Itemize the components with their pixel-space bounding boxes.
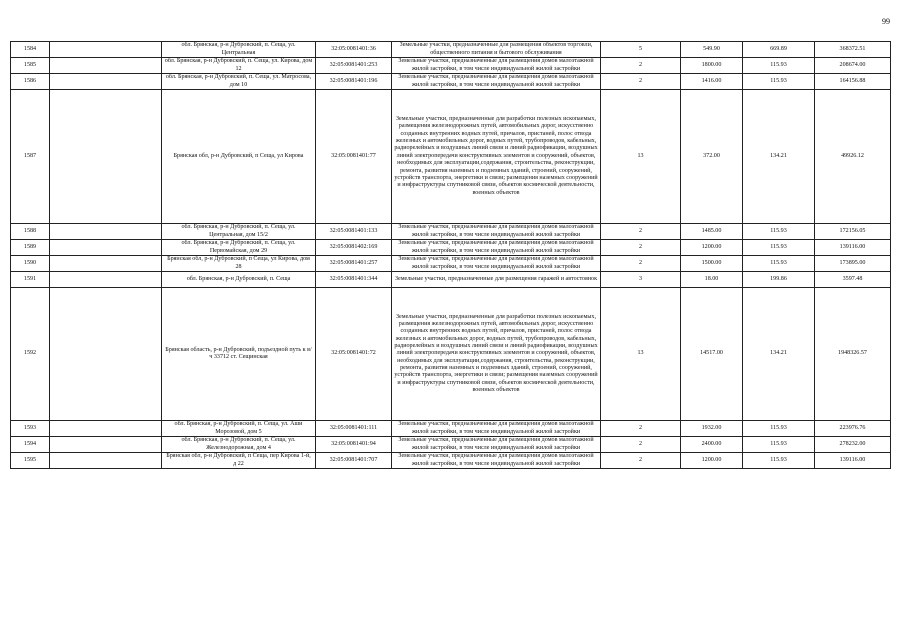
land-purpose-cell: Земельные участки, предназначенные для размещения домов малоэтажной жилой застройки, в том числе индивидуальной жилой застройки — [392, 437, 601, 453]
specific-value-cell: 134.21 — [743, 90, 815, 224]
purpose-code-cell: 13 — [601, 288, 681, 421]
area-cell: 1800.00 — [681, 58, 743, 74]
purpose-code-cell: 2 — [601, 421, 681, 437]
cadastral-value-cell: 3597.48 — [815, 272, 891, 288]
area-cell: 372.00 — [681, 90, 743, 224]
row-id: 1586 — [11, 74, 50, 90]
specific-value-cell: 669.89 — [743, 42, 815, 58]
land-purpose-cell: Земельные участки, предназначенные для размещения домов малоэтажной жилой застройки, в том числе индивидуальной жилой застройки — [392, 240, 601, 256]
row-id: 1593 — [11, 421, 50, 437]
table-row — [11, 42, 891, 58]
cadastral-value-cell: 173895.00 — [815, 256, 891, 272]
cadastral-value-cell: 278232.00 — [815, 437, 891, 453]
purpose-code-cell: 3 — [601, 272, 681, 288]
empty-cell — [50, 58, 162, 74]
table-row — [11, 240, 891, 256]
cadastral-number-cell: 32:05:0081401:707 — [316, 453, 392, 469]
specific-value-cell: 115.93 — [743, 58, 815, 74]
table-row — [11, 421, 891, 437]
land-purpose-cell: Земельные участки, предназначенные для размещения домов малоэтажной жилой застройки, в том числе индивидуальной жилой застройки — [392, 453, 601, 469]
cadastral-number-cell: 32:05:0081401:253 — [316, 58, 392, 74]
address-cell: обл. Брянская, р-н Дубровский, п. Сеща, ул. Центральная — [162, 42, 316, 58]
land-purpose-cell: Земельные участки, предназначенные для разработки полезных ископаемых, размещения железнодорожных путей, автомобильных дорог, искусственно созданных внутренних водных путей, причалов, пристаней, полос отвода железных и автомобильных дорог, водных путей, трубопроводов, кабельных, радиорелейных и воздушных линий связи и линий радиофикации, воздушных линий электропередачи конструктивных элементов и сооружений, объектов, необходимых для эксплуатации,содержания, строительства, реконструкции, ремонта, развития наземных и подземных зданий, строений, сооружений, устройств транспорта, энергетики и связи; размещения наземных сооружений и инфраструктуры спутниковой связи, объектов космической деятельности, военных объектов — [392, 288, 601, 421]
table-row — [11, 58, 891, 74]
cadastral-number-cell: 32:05:0081401:94 — [316, 437, 392, 453]
land-purpose-cell: Земельные участки, предназначенные для размещения домов малоэтажной жилой застройки, в том числе индивидуальной жилой застройки — [392, 74, 601, 90]
purpose-code-cell: 2 — [601, 74, 681, 90]
cadastral-value-cell: 172156.05 — [815, 224, 891, 240]
row-id: 1591 — [11, 272, 50, 288]
purpose-code-cell: 5 — [601, 42, 681, 58]
purpose-code-cell: 2 — [601, 453, 681, 469]
cadastral-number-cell: 32:05:0081401:257 — [316, 256, 392, 272]
address-cell: обл. Брянская, р-н Дубровский, п. Сеща, ул. Первомайская, дом 29 — [162, 240, 316, 256]
specific-value-cell: 115.93 — [743, 224, 815, 240]
land-purpose-cell: Земельные участки, предназначенные для размещения домов малоэтажной жилой застройки, в том числе индивидуальной жилой застройки — [392, 58, 601, 74]
cadastral-number-cell: 32:05:0081401:77 — [316, 90, 392, 224]
specific-value-cell: 115.93 — [743, 256, 815, 272]
row-id: 1594 — [11, 437, 50, 453]
empty-cell — [50, 42, 162, 58]
cadastral-number-cell: 32:05:0081401:111 — [316, 421, 392, 437]
area-cell: 1200.00 — [681, 240, 743, 256]
address-cell: обл. Брянская, р-н Дубровский, п. Сеща, ул. Аши Морозовой, дом 5 — [162, 421, 316, 437]
address-cell: Брянская обл, р-н Дубровский, п Сеща, ул Кирова — [162, 90, 316, 224]
row-id: 1590 — [11, 256, 50, 272]
purpose-code-cell: 2 — [601, 58, 681, 74]
cadastral-number-cell: 32:05:0081401:133 — [316, 224, 392, 240]
land-purpose-cell: Земельные участки, предназначенные для разработки полезных ископаемых, размещения железнодорожных путей, автомобильных дорог, искусственно созданных внутренних водных путей, причалов, пристаней, полос отвода железных и автомобильных дорог, водных путей, трубопроводов, кабельных, радиорелейных и воздушных линий связи и линий радиофикации, воздушных линий электропередачи конструктивных элементов и сооружений, объектов, необходимых для эксплуатации,содержания, строительства, реконструкции, ремонта, развития наземных и подземных зданий, строений, сооружений, устройств транспорта, энергетики и связи; размещения наземных сооружений и инфраструктуры спутниковой связи, объектов космической деятельности, военных объектов — [392, 90, 601, 224]
empty-cell — [50, 288, 162, 421]
area-cell: 1200.00 — [681, 453, 743, 469]
address-cell: обл. Брянская, р-н Дубровский, п. Сеща, ул. Железнодорожная, дом 4 — [162, 437, 316, 453]
empty-cell — [50, 421, 162, 437]
empty-cell — [50, 240, 162, 256]
area-cell: 1485.00 — [681, 224, 743, 240]
empty-cell — [50, 90, 162, 224]
specific-value-cell: 115.93 — [743, 453, 815, 469]
cadastral-value-cell: 49926.12 — [815, 90, 891, 224]
page-number: 99 — [882, 17, 890, 26]
area-cell: 14517.00 — [681, 288, 743, 421]
cadastral-value-cell: 139116.00 — [815, 453, 891, 469]
empty-cell — [50, 272, 162, 288]
purpose-code-cell: 13 — [601, 90, 681, 224]
table-row — [11, 453, 891, 469]
purpose-code-cell: 2 — [601, 256, 681, 272]
address-cell: Брянская обл, р-н Дубровский, п Сеща, пер Кирова 1-й, д 22 — [162, 453, 316, 469]
cadastral-number-cell: 32:05:0081401:36 — [316, 42, 392, 58]
specific-value-cell: 115.93 — [743, 437, 815, 453]
area-cell: 1500.00 — [681, 256, 743, 272]
land-purpose-cell: Земельные участки, предназначенные для размещения гаражей и автостоянок — [392, 272, 601, 288]
table-row — [11, 288, 891, 421]
table-row — [11, 224, 891, 240]
table-body — [11, 42, 891, 469]
cadastral-value-cell: 1948326.57 — [815, 288, 891, 421]
purpose-code-cell: 2 — [601, 437, 681, 453]
empty-cell — [50, 256, 162, 272]
address-cell: обл. Брянская, р-н Дубровский, п. Сеща, ул. Матросова, дом 10 — [162, 74, 316, 90]
address-cell: обл. Брянская, р-н Дубровский, п. Сеща, ул. Кирова, дом 12 — [162, 58, 316, 74]
area-cell: 1416.00 — [681, 74, 743, 90]
cadastral-value-cell: 208674.00 — [815, 58, 891, 74]
area-cell: 1932.00 — [681, 421, 743, 437]
row-id: 1588 — [11, 224, 50, 240]
row-id: 1592 — [11, 288, 50, 421]
cadastral-number-cell: 32:05:0081402:169 — [316, 240, 392, 256]
address-cell: Брянская область, р-н Дубровский, подъездной путь к в/ч 33712 ст. Сещинская — [162, 288, 316, 421]
land-purpose-cell: Земельные участки, предназначенные для размещения домов малоэтажной жилой застройки, в том числе индивидуальной жилой застройки — [392, 256, 601, 272]
specific-value-cell: 115.93 — [743, 421, 815, 437]
purpose-code-cell: 2 — [601, 240, 681, 256]
table-row — [11, 437, 891, 453]
row-id: 1584 — [11, 42, 50, 58]
address-cell: обл. Брянская, р-н Дубровский, п. Сеща — [162, 272, 316, 288]
table-row — [11, 272, 891, 288]
cadastral-number-cell: 32:05:0081401:196 — [316, 74, 392, 90]
row-id: 1589 — [11, 240, 50, 256]
specific-value-cell: 115.93 — [743, 74, 815, 90]
empty-cell — [50, 453, 162, 469]
land-purpose-cell: Земельные участки, предназначенные для размещения домов малоэтажной жилой застройки, в том числе индивидуальной жилой застройки — [392, 224, 601, 240]
address-cell: обл. Брянская, р-н Дубровский, п. Сеща, ул. Центральная, дом 15/2 — [162, 224, 316, 240]
specific-value-cell: 115.93 — [743, 240, 815, 256]
row-id: 1587 — [11, 90, 50, 224]
cadastral-number-cell: 32:05:0081401:344 — [316, 272, 392, 288]
cadastral-number-cell: 32:05:0081401:72 — [316, 288, 392, 421]
land-purpose-cell: Земельные участки, предназначенные для размещения объектов торговли, общественного питания и бытового обслуживания — [392, 42, 601, 58]
row-id: 1595 — [11, 453, 50, 469]
table-row — [11, 90, 891, 224]
empty-cell — [50, 74, 162, 90]
cadastral-value-cell: 223976.76 — [815, 421, 891, 437]
row-id: 1585 — [11, 58, 50, 74]
table-row — [11, 256, 891, 272]
area-cell: 549.90 — [681, 42, 743, 58]
specific-value-cell: 199.86 — [743, 272, 815, 288]
table-row — [11, 74, 891, 90]
cadastral-value-cell: 368372.51 — [815, 42, 891, 58]
empty-cell — [50, 224, 162, 240]
land-registry-table — [10, 41, 891, 469]
cadastral-value-cell: 139116.00 — [815, 240, 891, 256]
area-cell: 18.00 — [681, 272, 743, 288]
purpose-code-cell: 2 — [601, 224, 681, 240]
specific-value-cell: 134.21 — [743, 288, 815, 421]
empty-cell — [50, 437, 162, 453]
address-cell: Брянская обл, р-н Дубровский, п Сеща, ул Кирова, дом 28 — [162, 256, 316, 272]
area-cell: 2400.00 — [681, 437, 743, 453]
land-purpose-cell: Земельные участки, предназначенные для размещения домов малоэтажной жилой застройки, в том числе индивидуальной жилой застройки — [392, 421, 601, 437]
cadastral-value-cell: 164156.88 — [815, 74, 891, 90]
